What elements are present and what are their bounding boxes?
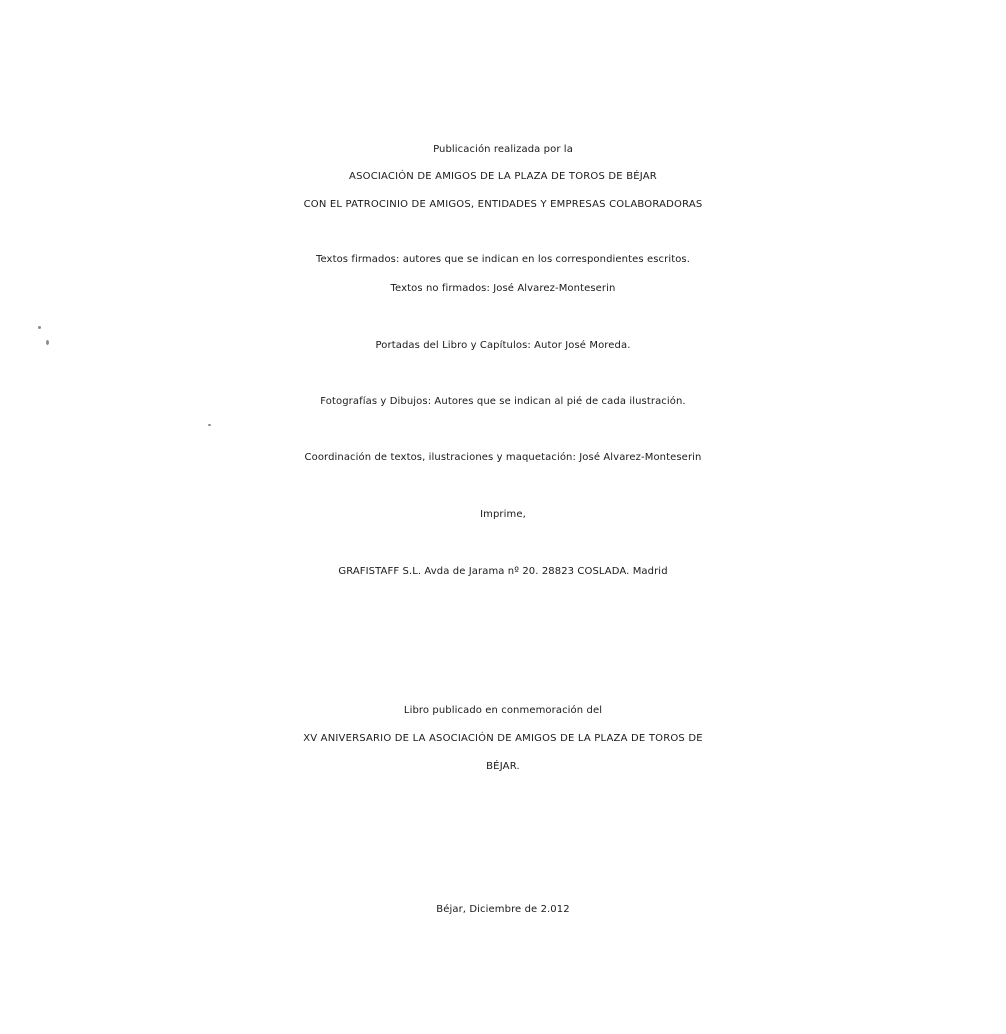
signed-texts-credit: Textos firmados: autores que se indican en los correspondientes escritos. — [315, 254, 691, 265]
coordination-credit: Coordinación de textos, ilustraciones y maquetación: José Alvarez-Monteserin — [304, 452, 702, 463]
photos-credit: Fotografías y Dibujos: Autores que se indican al pié de cada ilustración. — [320, 396, 686, 407]
scan-speck — [208, 424, 211, 426]
scan-speck — [46, 340, 49, 345]
unsigned-texts-credit: Textos no firmados: José Alvarez-Monteserin — [390, 283, 616, 294]
association-name: ASOCIACIÓN DE AMIGOS DE LA PLAZA DE TOROS DE BÉJAR — [349, 171, 657, 182]
commemoration-title-line1: XV ANIVERSARIO DE LA ASOCIACIÓN DE AMIGOS DE LA PLAZA DE TOROS DE — [303, 733, 703, 744]
scan-speck — [38, 326, 41, 329]
place-date: Béjar, Diciembre de 2.012 — [436, 904, 570, 915]
printer-label: Imprime, — [480, 509, 526, 520]
commemoration-intro: Libro publicado en conmemoración del — [403, 705, 603, 716]
sponsorship-line: CON EL PATROCINIO DE AMIGOS, ENTIDADES Y EMPRESAS COLABORADORAS — [303, 199, 703, 210]
publication-intro: Publicación realizada por la — [433, 144, 573, 155]
covers-credit: Portadas del Libro y Capítulos: Autor José Moreda. — [375, 340, 631, 351]
commemoration-title-line2: BÉJAR. — [486, 761, 520, 772]
printer-details: GRAFISTAFF S.L. Avda de Jarama nº 20. 28823 COSLADA. Madrid — [338, 566, 668, 577]
